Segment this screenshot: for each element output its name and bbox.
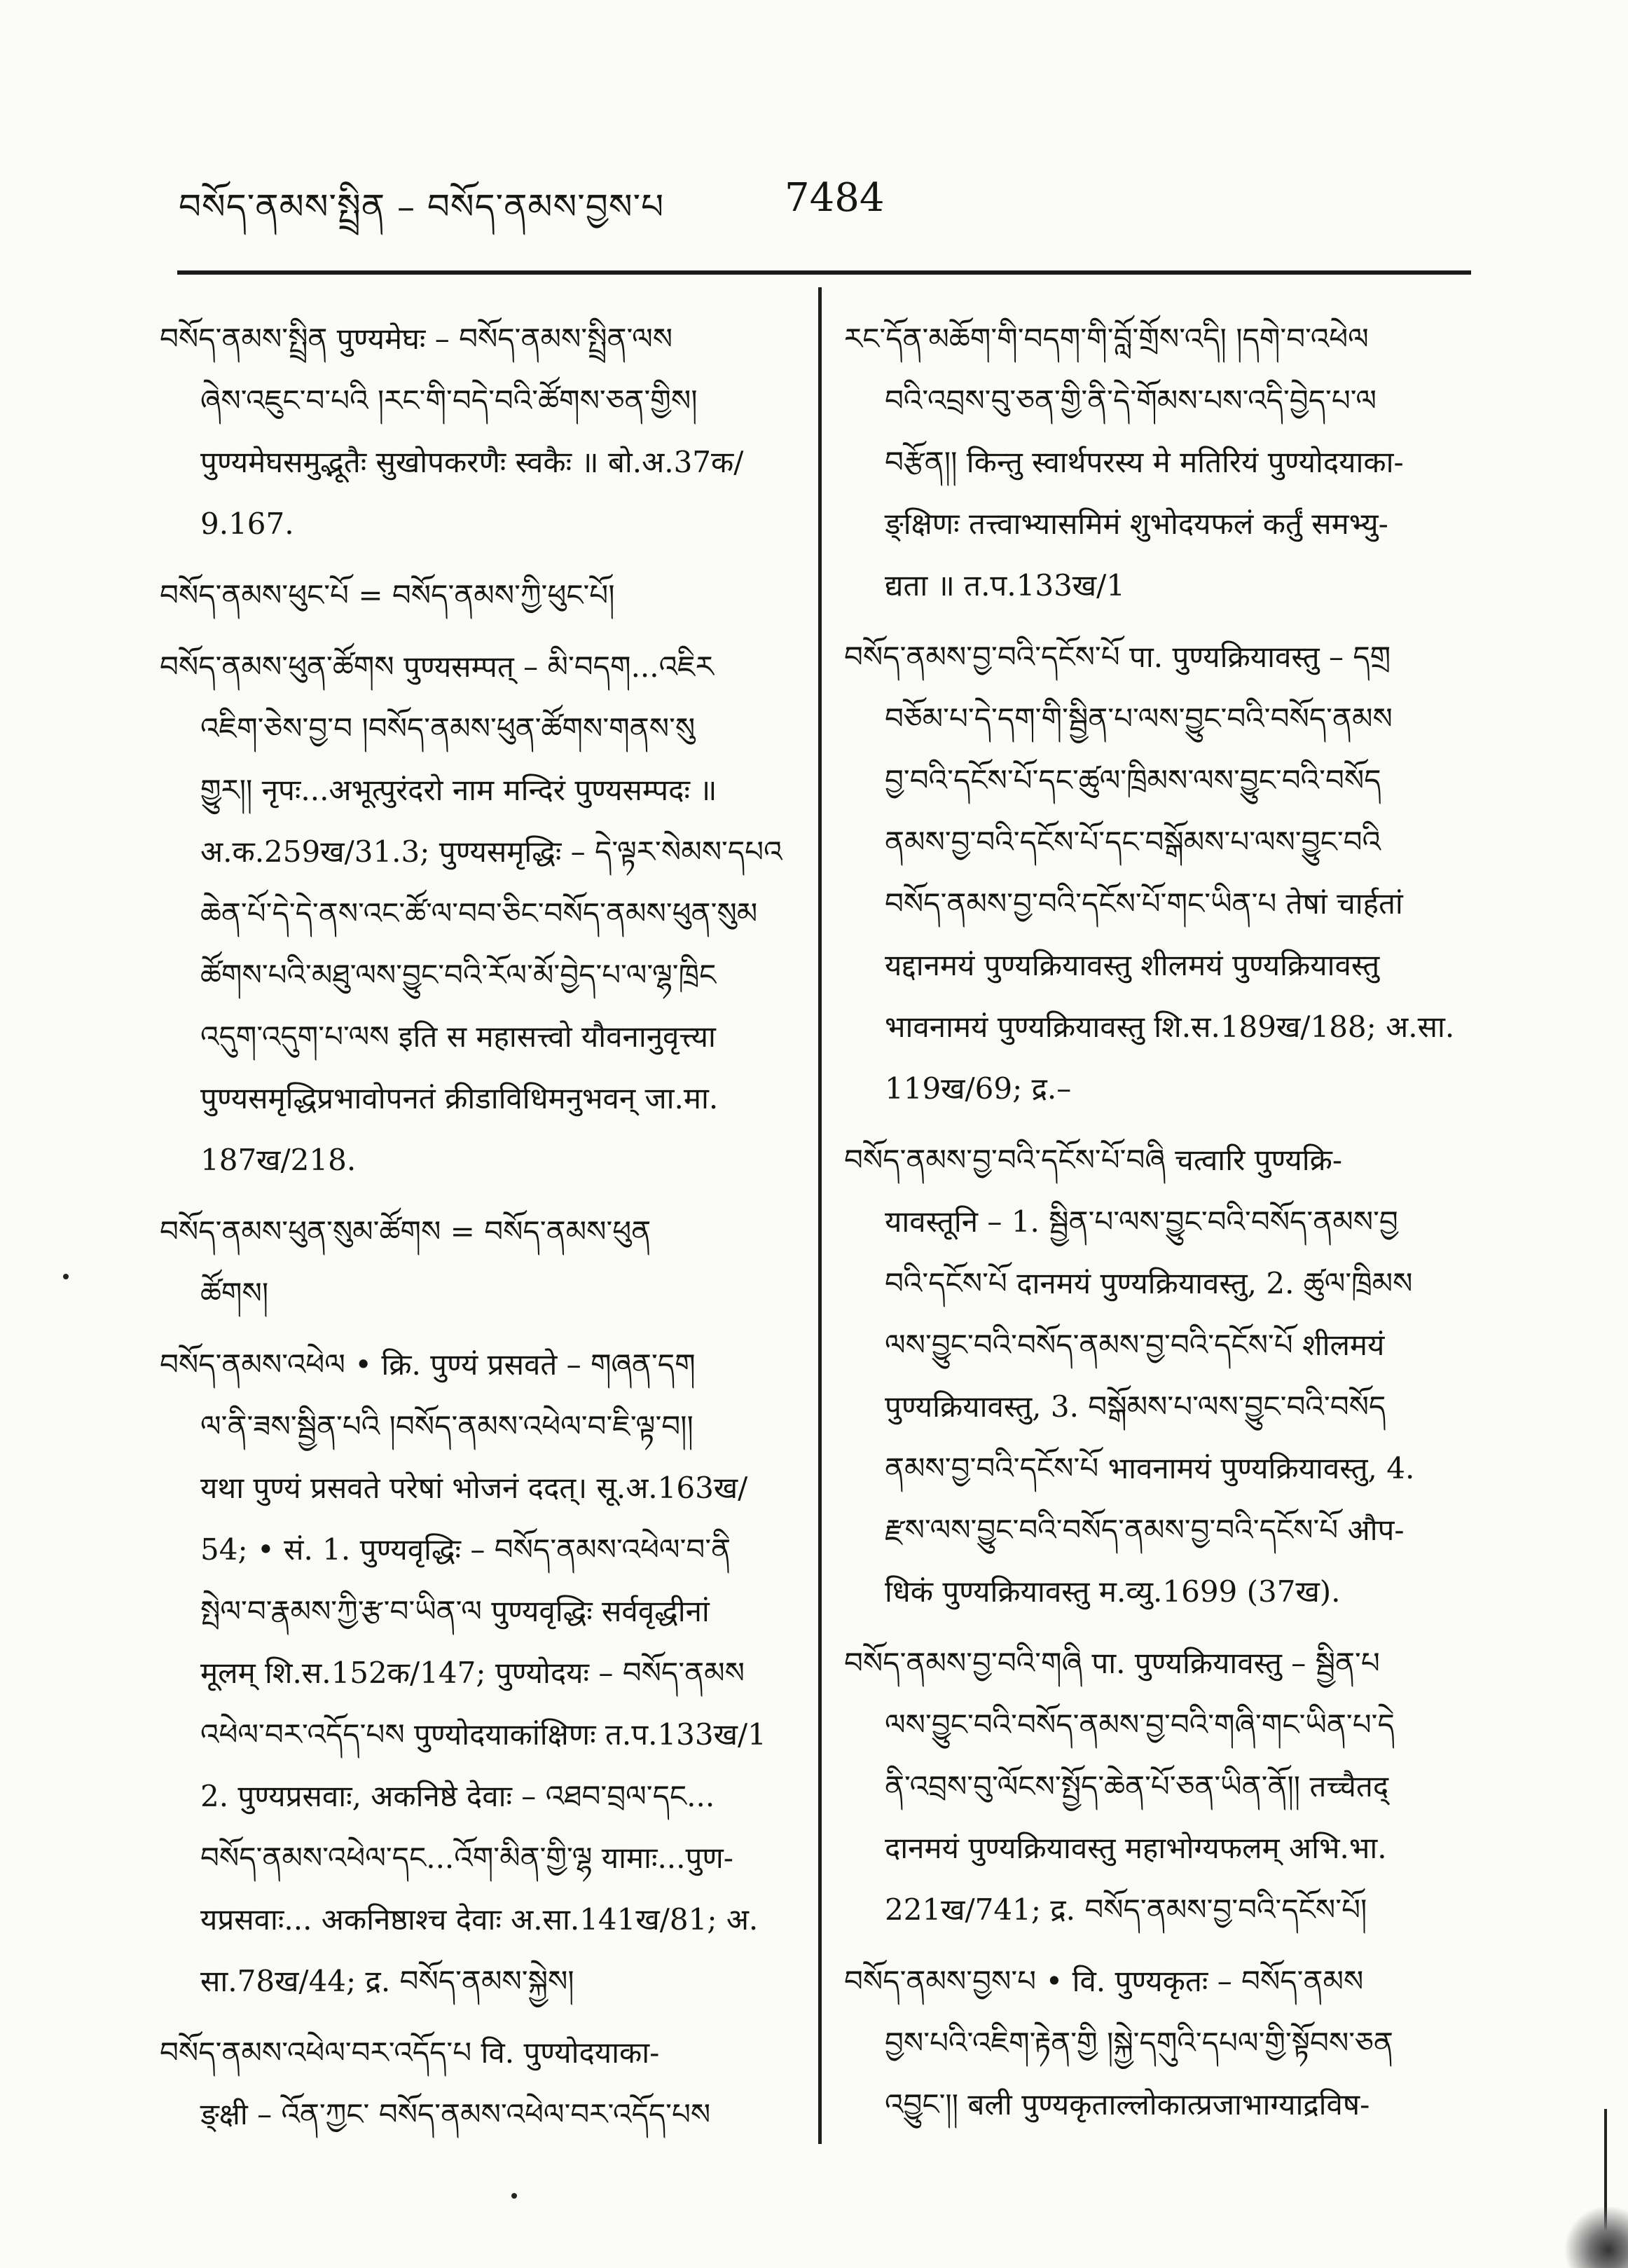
entry-text-line: 187ख/218. [200,1143,357,1177]
entry-text-line: 54; • सं. 1. पुण्यवृद्धिः – བསོད་ནམས་འཕེལ་བ་ནི [200,1532,731,1567]
entry-text-line: पुण्यमेघसमुद्भूतैः सुखोपकरणैः स्वकैः ॥ बो.अ.37क/ [200,445,744,479]
entry-headword-line: བསོད་ནམས་བྱ་བའི་དངོས་པོ पा. पुण्यक्रियावस्तु – དགྲ [844,640,1391,674]
entry-headword-line: བསོད་ནམས་ཕུང་པོ = བསོད་ནམས་ཀྱི་ཕུང་པོ། [160,578,615,612]
entry-text-line: ལ་ནི་ཟས་སྦྱིན་པའི །བསོད་ནམས་འཕེལ་བ་ཇི་ལྟ་བ།། [200,1409,694,1443]
entry-text-line: ङ्क्षी – འོན་ཀྱང་ བསོད་ནམས་འཕེལ་བར་འདོད་པས [200,2097,711,2131]
page-number: 7484 [785,175,885,221]
entry-text-line: བྱས་པའི་འཇིག་རྟེན་གྱི །སྐྱེ་དགུའི་དཔལ་གྱི་སྟོབས་ཅན [885,2026,1393,2060]
dictionary-entry [844,1633,1475,1941]
entry-text-line: སྤེལ་བ་རྣམས་ཀྱི་རྩ་བ་ཡིན་ལ पुण्यवृद्धिः सर्ववृद्धीनां [200,1594,710,1628]
entry-text-line: བྱ་བའི་དངོས་པོ་དང་ཚུལ་ཁྲིམས་ལས་བྱུང་བའི་བསོད [885,763,1381,797]
dictionary-entry [844,1129,1475,1623]
entry-text-line: རྫས་ལས་བྱུང་བའི་བསོད་ནམས་བྱ་བའི་དངོས་པོ औप- [885,1513,1405,1547]
dictionary-entry [844,1951,1475,2136]
entry-text-line: सा.78ख/44; द्र. བསོད་ནམས་སྐྱེས། [200,1964,574,1998]
running-title: བསོད་ནམས་སྤྲིན – བསོད་ནམས་བྱས་པ [179,186,665,227]
entry-headword-line: བསོད་ནམས་བྱས་པ • वि. पुण्यकृतः – བསོད་ནམས [844,1964,1364,1998]
dictionary-entry [844,626,1475,1120]
entry-text-line: བརྩོན།། किन्तु स्वार्थपरस्य मे मतिरियं पुण्योदयाका- [885,445,1404,479]
entry-text-line: གྱུར།། नृपः...अभूत्पुरंदरो नाम मन्दिरं पुण्यसम्पदः ॥ [200,773,717,807]
entry-headword-line: བསོད་ནམས་ཕུན་སུམ་ཚོགས = བསོད་ནམས་ཕུན [160,1214,651,1249]
entry-headword-line: བསོད་ནམས་སྤྲིན पुण्यमेघः – བསོད་ནམས་སྤྲིན་ལས [160,322,673,356]
dictionary-entry [160,565,794,626]
dictionary-entry [160,1201,794,1324]
entry-text-line: ལས་བྱུང་བའི་བསོད་ནམས་བྱ་བའི་གཞི་གང་ཡིན་པ་དེ [885,1707,1395,1742]
entry-headword-line: བསོད་ནམས་བྱ་བའི་གཞི पा. पुण्यक्रियावस्तु – སྦྱིན་པ [844,1646,1380,1680]
entry-text-line: ཞེས་འཇུང་བ་པའི །རང་གི་བདེ་བའི་ཚོགས་ཅན་གྱིས། [200,383,698,418]
entry-headword-line: བསོད་ནམས་འཕེལ • क्रि. पुण्यं प्रसवते – གཞན་དག [160,1347,696,1382]
entry-text-line: འབྱུང་།། बली पुण्यकृताल्लोकात्प्रजाभाग्याद्रविष- [885,2087,1370,2122]
entry-text-line: पुण्यक्रियावस्तु, 3. བསྒོམས་པ་ལས་བྱུང་བའི་བསོད [885,1389,1386,1424]
entry-text-line: 9.167. [200,507,294,541]
dictionary-entry [844,308,1475,617]
entry-text-line: यावस्तूनि – 1. སྦྱིན་པ་ལས་བྱུང་བའི་བསོད་ནམས་བྱ [885,1204,1398,1239]
header-rule [177,270,1471,275]
dictionary-entry [160,2022,794,2145]
dictionary-entry [160,636,794,1191]
entry-text-line: བའི་དངོས་པོ दानमयं पुण्यक्रियावस्तु, 2. ཚུལ་ཁྲིམས [885,1266,1413,1300]
entry-text-line: བཅོམ་པ་དེ་དག་གི་སྦྱིན་པ་ལས་བྱུང་བའི་བསོད་ནམས [885,701,1393,736]
entry-text-line: བའི་འབྲས་བུ་ཅན་གྱི་ནི་དེ་གོམས་པས་འདི་བྱེད་པ་ལ [885,383,1377,418]
entry-headword-line: བསོད་ནམས་འཕེལ་བར་འདོད་པ वि. पुण्योदयाका- [160,2035,660,2070]
entry-text-line: मूलम् शि.स.152क/147; पुण्योदयः – བསོད་ནམས [200,1656,745,1690]
scan-speck [511,2193,517,2199]
entry-text-line: ནམས་བྱ་བའི་དངོས་པོ་དང་བསྒོམས་པ་ལས་བྱུང་བའི [885,825,1381,859]
entry-headword-line: བསོད་ནམས་བྱ་བའི་དངོས་པོ་བཞི चत्वारि पुण्यक्रि- [844,1143,1343,1177]
column-divider [818,287,822,2144]
scan-speck [63,1274,69,1279]
entry-text-line: བསོད་ནམས་བྱ་བའི་དངོས་པོ་གང་ཡིན་པ तेषां चार्हतां [885,886,1403,921]
entry-text-line: 221ख/741; द्र. བསོད་ནམས་བྱ་བའི་དངོས་པོ། [885,1892,1367,1927]
entry-text-line: 119ख/69; द्र.– [885,1071,1072,1106]
entry-text-line: ཆེན་པོ་དེ་དེ་ནས་འང་ཚོ་ལ་བབ་ཅིང་བསོད་ནམས་ཕུན་སུམ [200,896,758,930]
entry-text-line: यथा पुण्यं प्रसवते परेषां भोजनं ददत्। सू.अ.163ख/ [200,1471,748,1505]
entry-text-line: यप्रसवाः... अकनिष्ठाश्च देवाः अ.सा.141ख/81; अ. [200,1902,759,1937]
entry-text-line: འཇིག་ཅེས་བྱ་བ །བསོད་ནམས་ཕུན་ཚོགས་གནས་སུ [200,711,696,745]
dictionary-entry [160,308,794,555]
entry-text-line: भावनामयं पुण्यक्रियावस्तु शि.स.189ख/188; अ.सा. [885,1010,1455,1044]
entry-text-line: ནམས་བྱ་བའི་དངོས་པོ भावनामयं पुण्यक्रियावस्तु, 4. [885,1451,1415,1485]
entry-text-line: दानमयं पुण्यक्रियावस्तु महाभोग्यफलम् अभि.भा. [885,1831,1387,1865]
entry-headword-line: རང་དོན་མཆོག་གི་བདག་གི་བློ་གྲོས་འདི། །དགེ་བ་འཕེལ [844,322,1369,356]
entry-headword-line: བསོད་ནམས་ཕུན་ཚོགས पुण्यसम्पत् – མི་བདག...འཇིར [160,650,714,684]
left-column [160,308,794,2155]
entry-text-line: འཕེལ་བར་འདོད་པས पुण्योदयाकांक्षिणः त.प.133ख/1 [200,1717,766,1752]
entry-text-line: पुण्यसमृद्धिप्रभावोपनतं क्रीडाविधिमनुभवन् जा.मा. [200,1081,719,1115]
entry-text-line: 2. पुण्यप्रसवाः, अकनिष्ठे देवाः – འཐབ་བྲལ་དང... [200,1779,715,1813]
entry-text-line: ལས་བྱུང་བའི་བསོད་ནམས་བྱ་བའི་དངོས་པོ शीलमयं [885,1328,1385,1362]
entry-text-line: ཚོགས། [200,1276,269,1310]
entry-text-line: यद्दानमयं पुण्यक्रियावस्तु शीलमयं पुण्यक्रियावस्तु [885,948,1380,982]
dictionary-entry [160,1334,794,2012]
entry-text-line: ཚོགས་པའི་མཐུ་ལས་བྱུང་བའི་རོལ་མོ་བྱེད་པ་ལ་ལྷ་ཁྲིང [200,958,717,992]
scan-artifact [1562,2207,1628,2268]
entry-text-line: धिकं पुण्यक्रियावस्तु म.व्यु.1699 (37ख). [885,1574,1341,1609]
entry-text-line: ནི་འབྲས་བུ་ལོངས་སྤྱོད་ཆེན་པོ་ཅན་ཡིན་ནོ།། तच्चैतद् [885,1769,1389,1803]
entry-text-line: द्यता ॥ त.प.133ख/1 [885,568,1126,603]
entry-text-line: འདུག་འདུག་པ་ལས इति स महासत्त्वो यौवनानुवृत्त्या [200,1019,716,1054]
right-column [844,308,1475,2145]
entry-text-line: ङ्क्षिणः तत्त्वाभ्यासमिमं शुभोदयफलं कर्तुं समभ्यु- [885,507,1388,541]
entry-text-line: अ.क.259ख/31.3; पुण्यसमृद्धिः – དེ་ལྟར་སེམས་དཔའ [200,834,782,869]
entry-text-line: བསོད་ནམས་འཕེལ་དང...འོག་མིན་གྱི་ལྷ यामाः...पुण- [200,1841,733,1875]
